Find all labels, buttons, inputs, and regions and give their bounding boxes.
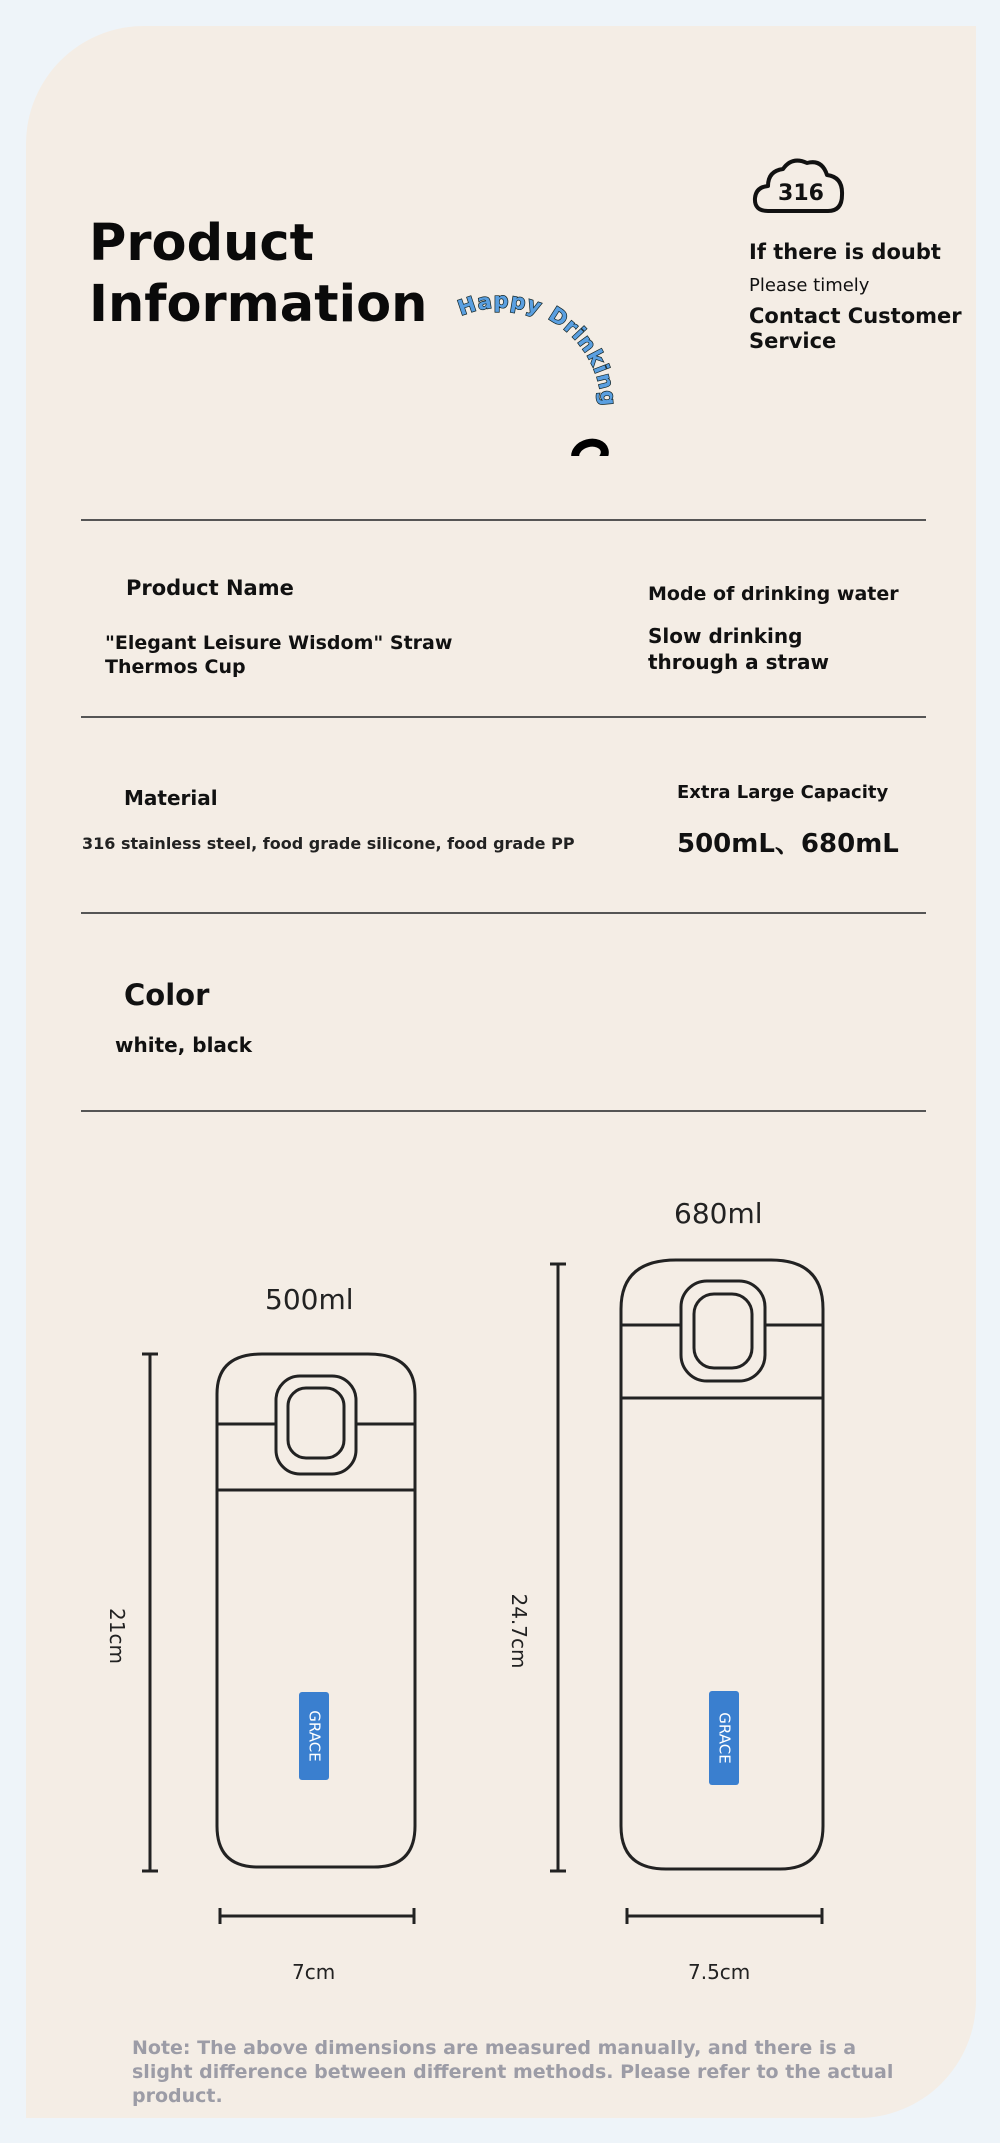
product-name-line-1: "Elegant Leisure Wisdom" Straw [105, 632, 453, 654]
material-value: 316 stainless steel, food grade silicone, food grade PP [82, 834, 575, 853]
drinking-mode-label: Mode of drinking water [648, 583, 899, 605]
contact-line-1: If there is doubt [749, 240, 941, 264]
product-info-card [26, 26, 976, 2118]
large-cup-capacity: 680ml [674, 1197, 763, 1230]
dimensions-note: Note: The above dimensions are measured manually, and there is a slight difference between different methods. Please refer to the actual product. [132, 2037, 894, 2107]
title-line-1: Product [89, 214, 314, 273]
material-label: Material [124, 786, 218, 810]
large-height-label: 24.7cm [507, 1593, 531, 1669]
color-value: white, black [115, 1033, 253, 1057]
small-cup-capacity: 500ml [265, 1283, 354, 1316]
small-brand-text: GRACE [305, 1710, 324, 1762]
title-line-2: Information [89, 275, 428, 334]
small-height-label: 21cm [105, 1608, 129, 1664]
small-width-label: 7cm [292, 1960, 336, 1984]
product-name-label: Product Name [126, 576, 294, 600]
arc-text: Happy Drinking [454, 288, 621, 408]
contact-line-2: Please timely [749, 275, 870, 296]
contact-line-3: Contact Customer Service [749, 304, 962, 353]
cups-diagram [26, 26, 976, 2026]
product-name-line-2: Thermos Cup [105, 656, 246, 678]
large-width-label: 7.5cm [688, 1960, 751, 1984]
color-label: Color [124, 978, 210, 1012]
drinking-mode-line-2: through a straw [648, 650, 829, 674]
capacity-label: Extra Large Capacity [677, 782, 889, 803]
capacity-value: 500mL、680mL [677, 829, 899, 859]
badge-text: 316 [778, 181, 824, 206]
large-brand-text: GRACE [715, 1712, 734, 1764]
drinking-mode-line-1: Slow drinking [648, 624, 803, 648]
